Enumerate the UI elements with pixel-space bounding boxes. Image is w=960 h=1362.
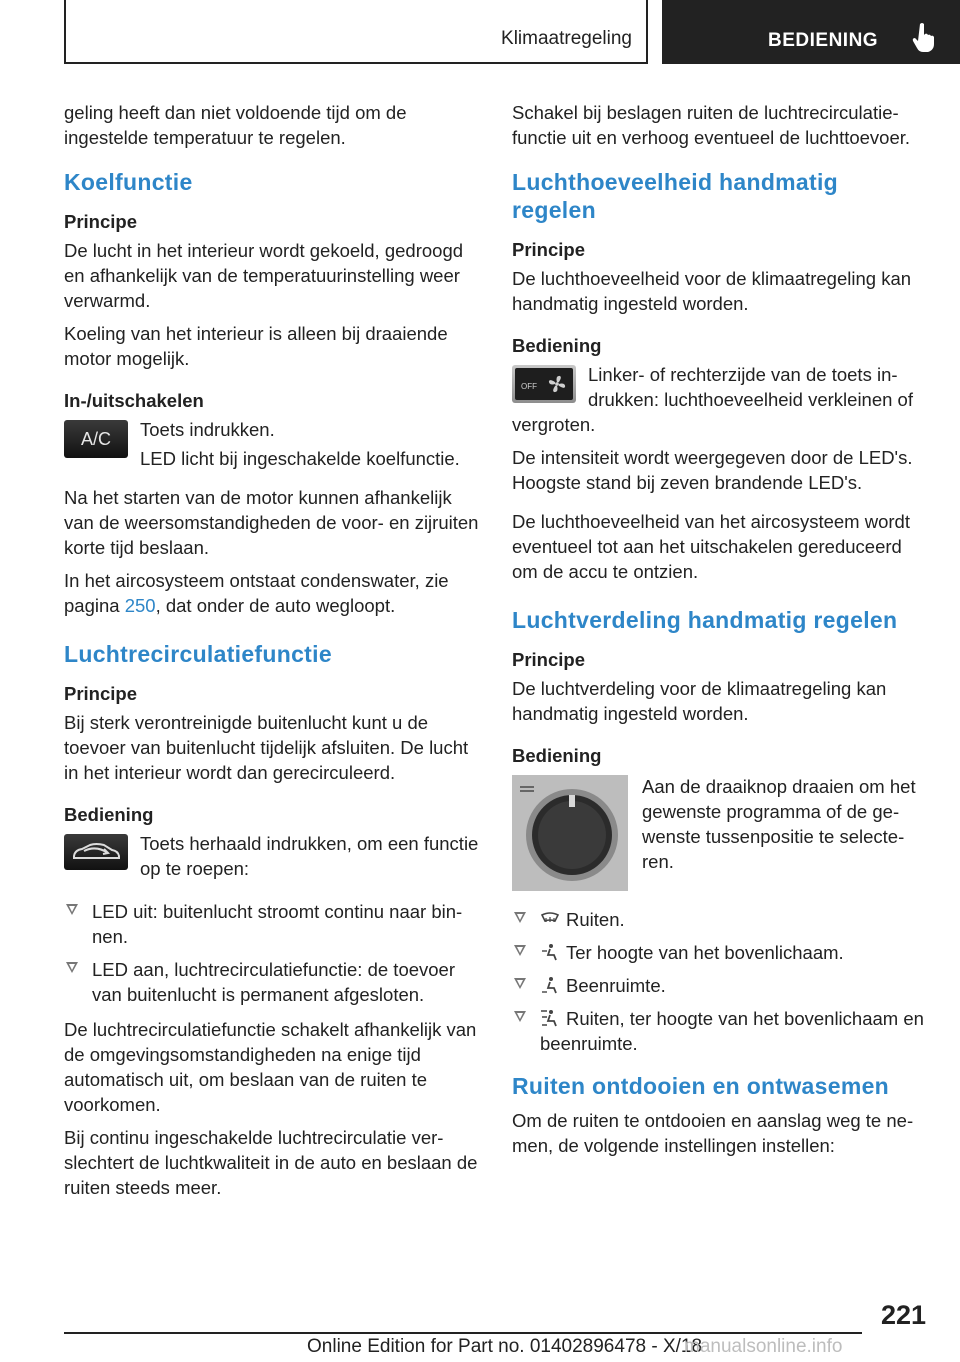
list-item bbox=[512, 907, 928, 932]
windshield-upper-body-footwell-icon bbox=[540, 1009, 560, 1027]
triangle-bullet-icon bbox=[66, 962, 78, 973]
recirc-warning-text: Bij continu ingeschakelde luchtrecirculatie verslechtert de luchtkwaliteit in de auto en beslaan de ruiten steeds meer. bbox=[64, 1127, 478, 1198]
cooling-switch-heading: In-/uitschakelen bbox=[64, 390, 204, 411]
airflow-heading: Luchthoeveelheid handmatig regelen bbox=[512, 169, 839, 223]
airflow-battery-text: De luchthoeveelheid van het aircosysteem wordt eventueel tot aan het uitschakelen gereduceerd om de accu te ontzien. bbox=[512, 511, 910, 582]
cooling-principle-heading: Principe bbox=[64, 211, 137, 232]
windshield-icon bbox=[540, 910, 560, 928]
fan-button-figure-row bbox=[512, 362, 928, 445]
fan-button-image bbox=[512, 365, 576, 403]
rotary-knob-icon bbox=[512, 775, 628, 891]
triangle-bullet-icon bbox=[66, 904, 78, 915]
recirc-mode-list bbox=[64, 899, 480, 1007]
distribution-principle-text: De luchtverdeling voor de klimaatregeling kan handmatig ingesteld worden. bbox=[512, 678, 887, 724]
knob-figure-row bbox=[512, 772, 928, 895]
distribution-operation-text: Aan de draaiknop draaien om het gewenste programma of de gewenste tussenpositie te selecteren. bbox=[642, 776, 916, 872]
list-item bbox=[512, 1006, 928, 1056]
triangle-bullet-icon bbox=[514, 945, 526, 956]
distribution-operation-heading: Bediening bbox=[512, 745, 602, 766]
upper-body-icon bbox=[540, 943, 560, 961]
distribution-principle-heading: Principe bbox=[512, 649, 585, 670]
condensation-text-start: In het aircosysteem ontstaat condenswater, zie pagina bbox=[64, 570, 449, 616]
car-recirculation-icon bbox=[64, 834, 128, 870]
recirc-principle-heading: Principe bbox=[64, 683, 137, 704]
recirc-auto-off-text: De luchtrecirculatiefunctie schakelt afhankelijk van de omgevingsomstandigheden na enige tijd automatisch uit, om beslaan van de ruiten te voorkomen. bbox=[64, 1019, 477, 1115]
distribution-mode-list bbox=[512, 907, 928, 1056]
footer-rule bbox=[64, 1332, 862, 1334]
list-item-text: LED uit: buitenlucht stroomt continu naar binnen. bbox=[92, 901, 463, 947]
page-250-link[interactable]: 250 bbox=[124, 595, 156, 616]
list-item-text: Ruiten, ter hoogte van het bovenlichaam en beenruimte. bbox=[540, 1008, 924, 1054]
recirc-principle-text: Bij sterk verontreinigde buitenlucht kunt u de toevoer van buitenlucht tijdelijk afsluiten. De lucht in het interieur wordt dan gerecirculeerd. bbox=[64, 712, 469, 783]
triangle-bullet-icon bbox=[514, 1011, 526, 1022]
intro-paragraph: geling heeft dan niet voldoende tijd om de ingestelde temperatuur te regelen. bbox=[64, 102, 407, 148]
airflow-principle-text: De luchthoeveelheid voor de klimaatregeling kan handmatig ingesteld worden. bbox=[512, 268, 912, 314]
right-intro-paragraph: Schakel bij beslagen ruiten de luchtrecirculatiefunctie uit en verhoog eventueel de luchttoevoer. bbox=[512, 102, 911, 148]
right-column bbox=[512, 100, 928, 1166]
page-number: 221 bbox=[880, 1300, 926, 1330]
footwell-icon bbox=[540, 976, 560, 994]
triangle-bullet-icon bbox=[514, 912, 526, 923]
cooling-after-text: Na het starten van de motor kunnen afhankelijk van de weersomstandigheden de voor- en zijruiten korte tijd beslaan. bbox=[64, 487, 479, 558]
header-chapter-tab bbox=[662, 0, 960, 64]
condensation-text-end: , dat onder de auto wegloopt. bbox=[155, 595, 396, 616]
fan-button-face bbox=[515, 368, 573, 400]
pointing-hand-icon bbox=[912, 22, 936, 52]
distribution-heading: Luchtverdeling handmatig regelen bbox=[512, 607, 898, 633]
fan-icon bbox=[548, 375, 566, 393]
fan-off-label: OFF bbox=[521, 382, 537, 391]
header-section-title: Klimaatregeling bbox=[501, 28, 632, 49]
list-item bbox=[64, 957, 480, 1007]
triangle-bullet-icon bbox=[514, 978, 526, 989]
cooling-condensation-text bbox=[64, 568, 480, 618]
list-item-text: Beenruimte. bbox=[566, 975, 666, 996]
cooling-switch-text: Toets indrukken. bbox=[140, 419, 275, 440]
recirc-heading: Luchtrecirculatiefunctie bbox=[64, 641, 332, 667]
list-item bbox=[512, 940, 928, 965]
list-item-text: Ter hoogte van het bovenlichaam. bbox=[566, 942, 844, 963]
header-section-frame bbox=[64, 0, 648, 64]
cooling-switch-text-2: LED licht bij ingeschakelde koelfunctie. bbox=[140, 448, 460, 469]
defrost-text: Om de ruiten te ontdooien en aanslag weg te nemen, de volgende instellingen instellen: bbox=[512, 1110, 914, 1156]
airflow-operation-text: Linker- of rechterzijde van de toets indrukken: luchthoeveelheid verkleinen of vergroten. bbox=[512, 364, 913, 435]
list-item bbox=[64, 899, 480, 949]
defrost-heading: Ruiten ontdooien en ontwasemen bbox=[512, 1073, 890, 1099]
recirc-button-figure-row bbox=[64, 831, 480, 889]
footer-edition-text: Online Edition for Part no. 01402896478 - X/18 bbox=[307, 1336, 703, 1357]
recirc-operation-heading: Bediening bbox=[64, 804, 154, 825]
ac-button-image: A/C bbox=[64, 420, 128, 458]
cooling-heading: Koelfunctie bbox=[64, 169, 193, 195]
header-chapter-title: BEDIENING bbox=[768, 30, 879, 51]
footer-watermark: manualsonline.info bbox=[684, 1336, 843, 1357]
list-item-text: LED aan, luchtrecirculatiefunctie: de toevoer van buitenlucht is permanent afgesloten. bbox=[92, 959, 456, 1005]
ac-button-figure-row bbox=[64, 417, 480, 479]
left-column bbox=[64, 100, 480, 1208]
airflow-operation-heading: Bediening bbox=[512, 335, 602, 356]
list-item bbox=[512, 973, 928, 998]
cooling-principle-text-2: Koeling van het interieur is alleen bij draaiende motor mogelijk. bbox=[64, 323, 448, 369]
airflow-led-text: De intensiteit wordt weergegeven door de LED's. Hoogste stand bij zeven brandende LED's. bbox=[512, 447, 913, 493]
recirc-operation-text: Toets herhaald indrukken, om een functie op te roepen: bbox=[140, 833, 479, 879]
cooling-principle-text: De lucht in het interieur wordt gekoeld, gedroogd en afhankelijk van de temperatuurinstelling weer verwarmd. bbox=[64, 240, 464, 311]
airflow-principle-heading: Principe bbox=[512, 239, 585, 260]
distribution-knob-image bbox=[512, 775, 628, 891]
list-item-text: Ruiten. bbox=[566, 909, 625, 930]
recirc-button-image bbox=[64, 834, 128, 870]
